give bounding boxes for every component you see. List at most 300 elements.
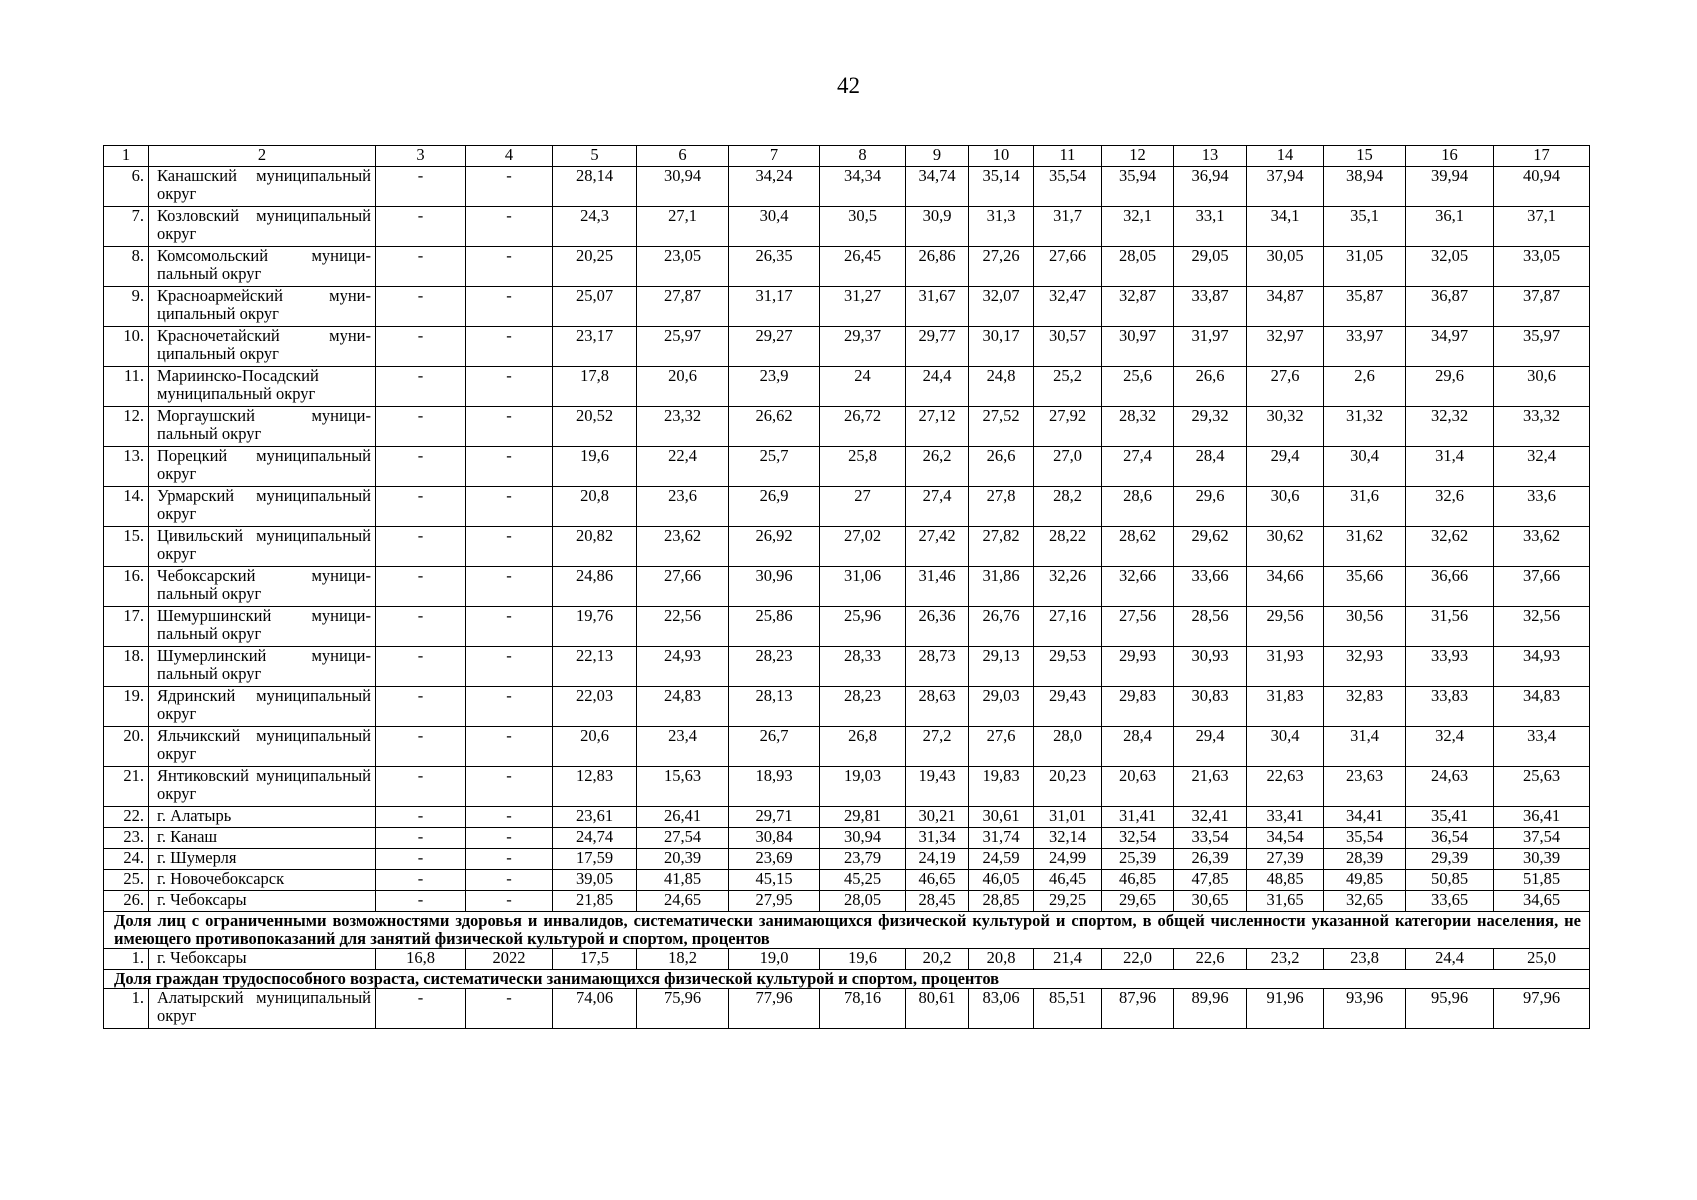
value-cell: 20,23 <box>1034 767 1102 807</box>
value-cell: 22,13 <box>553 647 637 687</box>
row-number: 23. <box>104 828 149 849</box>
value-cell: 32,14 <box>1034 828 1102 849</box>
value-cell: 38,94 <box>1324 167 1406 207</box>
value-cell: 27,39 <box>1247 849 1324 870</box>
value-cell: - <box>376 647 466 687</box>
table-row <box>104 828 1590 849</box>
value-cell: 20,39 <box>637 849 729 870</box>
value-cell: 35,97 <box>1494 327 1590 367</box>
value-cell: 22,4 <box>637 447 729 487</box>
value-cell: - <box>466 767 553 807</box>
value-cell: 28,23 <box>820 687 906 727</box>
value-cell: - <box>466 247 553 287</box>
value-cell: 32,62 <box>1406 527 1494 567</box>
value-cell: 33,05 <box>1494 247 1590 287</box>
value-cell: 31,83 <box>1247 687 1324 727</box>
value-cell: 33,4 <box>1494 727 1590 767</box>
value-cell: 27,26 <box>969 247 1034 287</box>
table-row <box>104 487 1590 527</box>
value-cell: 28,2 <box>1034 487 1102 527</box>
value-cell: 31,46 <box>906 567 969 607</box>
value-cell: 28,23 <box>729 647 820 687</box>
row-number: 18. <box>104 647 149 687</box>
value-cell: 30,4 <box>1324 447 1406 487</box>
value-cell: - <box>376 767 466 807</box>
value-cell: 28,14 <box>553 167 637 207</box>
value-cell: 32,66 <box>1102 567 1174 607</box>
value-cell: 35,94 <box>1102 167 1174 207</box>
value-cell: 33,54 <box>1174 828 1247 849</box>
row-number: 19. <box>104 687 149 727</box>
value-cell: 32,4 <box>1406 727 1494 767</box>
value-cell: - <box>376 487 466 527</box>
value-cell: 20,2 <box>906 949 969 970</box>
value-cell: 21,85 <box>553 891 637 912</box>
value-cell: 32,54 <box>1102 828 1174 849</box>
value-cell: 31,06 <box>820 567 906 607</box>
page-number: 42 <box>837 73 860 98</box>
value-cell: 17,5 <box>553 949 637 970</box>
column-header: 6 <box>637 146 729 167</box>
value-cell: 83,06 <box>969 989 1034 1029</box>
value-cell: 30,56 <box>1324 607 1406 647</box>
value-cell: 27 <box>820 487 906 527</box>
value-cell: 34,24 <box>729 167 820 207</box>
value-cell: 46,05 <box>969 870 1034 891</box>
value-cell: 24,65 <box>637 891 729 912</box>
value-cell: 26,35 <box>729 247 820 287</box>
value-cell: 30,97 <box>1102 327 1174 367</box>
value-cell: 30,4 <box>1247 727 1324 767</box>
value-cell: 36,54 <box>1406 828 1494 849</box>
value-cell: - <box>376 849 466 870</box>
value-cell: 31,93 <box>1247 647 1324 687</box>
value-cell: 34,97 <box>1406 327 1494 367</box>
table-row <box>104 167 1590 207</box>
value-cell: 24,83 <box>637 687 729 727</box>
value-cell: 74,06 <box>553 989 637 1029</box>
value-cell: 26,9 <box>729 487 820 527</box>
value-cell: 29,71 <box>729 807 820 828</box>
value-cell: 33,83 <box>1406 687 1494 727</box>
value-cell: 31,4 <box>1324 727 1406 767</box>
value-cell: 24,8 <box>969 367 1034 407</box>
value-cell: 29,53 <box>1034 647 1102 687</box>
value-cell: 30,05 <box>1247 247 1324 287</box>
value-cell: 20,6 <box>553 727 637 767</box>
value-cell: 30,5 <box>820 207 906 247</box>
value-cell: 21,63 <box>1174 767 1247 807</box>
value-cell: 31,27 <box>820 287 906 327</box>
value-cell: 34,74 <box>906 167 969 207</box>
table-row <box>104 207 1590 247</box>
value-cell: - <box>466 407 553 447</box>
value-cell: 27,02 <box>820 527 906 567</box>
value-cell: 29,05 <box>1174 247 1247 287</box>
value-cell: 19,76 <box>553 607 637 647</box>
value-cell: 23,05 <box>637 247 729 287</box>
value-cell: 21,4 <box>1034 949 1102 970</box>
district-name: Урмарский муниципальный округ <box>149 487 376 527</box>
value-cell: 30,9 <box>906 207 969 247</box>
value-cell: 26,6 <box>969 447 1034 487</box>
value-cell: 18,2 <box>637 949 729 970</box>
row-number: 1. <box>104 949 149 970</box>
value-cell: 20,8 <box>969 949 1034 970</box>
table-row <box>104 727 1590 767</box>
value-cell: 23,6 <box>637 487 729 527</box>
value-cell: 32,87 <box>1102 287 1174 327</box>
value-cell: 23,4 <box>637 727 729 767</box>
value-cell: 24,59 <box>969 849 1034 870</box>
value-cell: 31,67 <box>906 287 969 327</box>
value-cell: - <box>466 828 553 849</box>
value-cell: 25,7 <box>729 447 820 487</box>
value-cell: 27,2 <box>906 727 969 767</box>
row-number: 14. <box>104 487 149 527</box>
value-cell: 19,6 <box>553 447 637 487</box>
value-cell: 29,62 <box>1174 527 1247 567</box>
value-cell: 34,66 <box>1247 567 1324 607</box>
value-cell: 24,63 <box>1406 767 1494 807</box>
value-cell: 35,66 <box>1324 567 1406 607</box>
value-cell: 27,66 <box>637 567 729 607</box>
value-cell: 50,85 <box>1406 870 1494 891</box>
value-cell: 28,39 <box>1324 849 1406 870</box>
value-cell: 31,17 <box>729 287 820 327</box>
value-cell: 27,52 <box>969 407 1034 447</box>
header-row <box>104 146 1590 167</box>
value-cell: 25,97 <box>637 327 729 367</box>
value-cell: 29,43 <box>1034 687 1102 727</box>
value-cell: 27,6 <box>969 727 1034 767</box>
value-cell: 12,83 <box>553 767 637 807</box>
data-table <box>103 145 1590 1029</box>
value-cell: 27,1 <box>637 207 729 247</box>
value-cell: - <box>466 891 553 912</box>
value-cell: 16,8 <box>376 949 466 970</box>
district-name: Комсомольский муниципальный округ <box>149 247 376 287</box>
value-cell: - <box>466 367 553 407</box>
value-cell: 29,77 <box>906 327 969 367</box>
value-cell: 28,63 <box>906 687 969 727</box>
value-cell: 32,47 <box>1034 287 1102 327</box>
value-cell: 32,83 <box>1324 687 1406 727</box>
value-cell: - <box>376 447 466 487</box>
column-header: 10 <box>969 146 1034 167</box>
value-cell: 26,92 <box>729 527 820 567</box>
value-cell: 30,65 <box>1174 891 1247 912</box>
value-cell: 28,0 <box>1034 727 1102 767</box>
value-cell: - <box>466 607 553 647</box>
column-header: 8 <box>820 146 906 167</box>
value-cell: 31,65 <box>1247 891 1324 912</box>
value-cell: 31,34 <box>906 828 969 849</box>
value-cell: 34,1 <box>1247 207 1324 247</box>
table-row <box>104 367 1590 407</box>
value-cell: - <box>466 647 553 687</box>
value-cell: 27,42 <box>906 527 969 567</box>
value-cell: 77,96 <box>729 989 820 1029</box>
row-number: 26. <box>104 891 149 912</box>
value-cell: 27,95 <box>729 891 820 912</box>
value-cell: 20,52 <box>553 407 637 447</box>
row-number: 11. <box>104 367 149 407</box>
value-cell: 25,8 <box>820 447 906 487</box>
table-row <box>104 527 1590 567</box>
value-cell: 32,1 <box>1102 207 1174 247</box>
district-name: Шемуршинский муниципальный округ <box>149 607 376 647</box>
value-cell: - <box>376 327 466 367</box>
value-cell: 40,94 <box>1494 167 1590 207</box>
value-cell: 33,1 <box>1174 207 1247 247</box>
value-cell: - <box>376 989 466 1029</box>
value-cell: 26,72 <box>820 407 906 447</box>
district-name: Чебоксарский муниципальный округ <box>149 567 376 607</box>
table-body <box>104 146 1590 1029</box>
value-cell: 24,86 <box>553 567 637 607</box>
row-number: 24. <box>104 849 149 870</box>
value-cell: 29,65 <box>1102 891 1174 912</box>
value-cell: - <box>466 327 553 367</box>
value-cell: 27,4 <box>906 487 969 527</box>
value-cell: 30,84 <box>729 828 820 849</box>
value-cell: 27,12 <box>906 407 969 447</box>
row-number: 22. <box>104 807 149 828</box>
district-name: Яльчикский муниципальный округ <box>149 727 376 767</box>
value-cell: - <box>376 870 466 891</box>
value-cell: 27,16 <box>1034 607 1102 647</box>
value-cell: 2,6 <box>1324 367 1406 407</box>
table-row <box>104 247 1590 287</box>
value-cell: 29,4 <box>1247 447 1324 487</box>
value-cell: 19,0 <box>729 949 820 970</box>
value-cell: 15,63 <box>637 767 729 807</box>
value-cell: 30,6 <box>1247 487 1324 527</box>
value-cell: 27,92 <box>1034 407 1102 447</box>
district-name: Красночетайский муниципальный округ <box>149 327 376 367</box>
value-cell: 23,69 <box>729 849 820 870</box>
value-cell: 29,13 <box>969 647 1034 687</box>
value-cell: - <box>466 207 553 247</box>
district-name: Козловский муниципальный округ <box>149 207 376 247</box>
value-cell: 49,85 <box>1324 870 1406 891</box>
value-cell: 33,97 <box>1324 327 1406 367</box>
value-cell: 28,13 <box>729 687 820 727</box>
row-number: 1. <box>104 989 149 1029</box>
value-cell: - <box>466 849 553 870</box>
value-cell: 28,56 <box>1174 607 1247 647</box>
value-cell: 46,85 <box>1102 870 1174 891</box>
value-cell: 28,6 <box>1102 487 1174 527</box>
value-cell: 47,85 <box>1174 870 1247 891</box>
section-heading: Доля лиц с ограниченными возможностями здоровья и инвалидов, систематически занимающихся физической культурой и спортом, в общей численности указанной категории населения, не имеющего противопоказаний для занятий физической культурой и спортом, процентов <box>104 912 1590 949</box>
value-cell: 34,87 <box>1247 287 1324 327</box>
value-cell: 30,61 <box>969 807 1034 828</box>
value-cell: 28,45 <box>906 891 969 912</box>
table-row <box>104 567 1590 607</box>
row-number: 10. <box>104 327 149 367</box>
value-cell: 36,41 <box>1494 807 1590 828</box>
value-cell: - <box>376 607 466 647</box>
column-header: 12 <box>1102 146 1174 167</box>
value-cell: 31,05 <box>1324 247 1406 287</box>
value-cell: 31,56 <box>1406 607 1494 647</box>
value-cell: 26,45 <box>820 247 906 287</box>
value-cell: 26,6 <box>1174 367 1247 407</box>
table-row <box>104 807 1590 828</box>
value-cell: 17,8 <box>553 367 637 407</box>
column-header: 16 <box>1406 146 1494 167</box>
value-cell: - <box>376 567 466 607</box>
district-name: Моргаушский муниципальный округ <box>149 407 376 447</box>
value-cell: 23,79 <box>820 849 906 870</box>
value-cell: 29,81 <box>820 807 906 828</box>
value-cell: 28,85 <box>969 891 1034 912</box>
value-cell: 23,9 <box>729 367 820 407</box>
value-cell: 33,93 <box>1406 647 1494 687</box>
value-cell: 36,87 <box>1406 287 1494 327</box>
value-cell: 31,97 <box>1174 327 1247 367</box>
row-number: 9. <box>104 287 149 327</box>
value-cell: 26,76 <box>969 607 1034 647</box>
value-cell: 20,82 <box>553 527 637 567</box>
section-heading-row <box>104 970 1590 989</box>
column-header: 13 <box>1174 146 1247 167</box>
value-cell: - <box>466 167 553 207</box>
value-cell: 34,41 <box>1324 807 1406 828</box>
value-cell: 32,26 <box>1034 567 1102 607</box>
value-cell: 33,32 <box>1494 407 1590 447</box>
value-cell: 32,32 <box>1406 407 1494 447</box>
value-cell: 22,63 <box>1247 767 1324 807</box>
value-cell: 27,8 <box>969 487 1034 527</box>
table-row <box>104 447 1590 487</box>
column-header: 3 <box>376 146 466 167</box>
value-cell: 19,6 <box>820 949 906 970</box>
value-cell: 24,93 <box>637 647 729 687</box>
value-cell: 28,73 <box>906 647 969 687</box>
value-cell: 32,93 <box>1324 647 1406 687</box>
table-row <box>104 767 1590 807</box>
value-cell: 39,94 <box>1406 167 1494 207</box>
table-row <box>104 647 1590 687</box>
value-cell: 31,86 <box>969 567 1034 607</box>
table-row <box>104 287 1590 327</box>
value-cell: 85,51 <box>1034 989 1102 1029</box>
value-cell: 97,96 <box>1494 989 1590 1029</box>
value-cell: 31,7 <box>1034 207 1102 247</box>
value-cell: 28,22 <box>1034 527 1102 567</box>
value-cell: 32,07 <box>969 287 1034 327</box>
value-cell: 32,41 <box>1174 807 1247 828</box>
table-row <box>104 949 1590 970</box>
value-cell: 87,96 <box>1102 989 1174 1029</box>
value-cell: 33,41 <box>1247 807 1324 828</box>
value-cell: 37,1 <box>1494 207 1590 247</box>
value-cell: 31,74 <box>969 828 1034 849</box>
value-cell: 33,6 <box>1494 487 1590 527</box>
value-cell: 25,63 <box>1494 767 1590 807</box>
row-number: 12. <box>104 407 149 447</box>
table-row <box>104 687 1590 727</box>
value-cell: - <box>466 727 553 767</box>
value-cell: 27,82 <box>969 527 1034 567</box>
value-cell: 41,85 <box>637 870 729 891</box>
row-number: 7. <box>104 207 149 247</box>
value-cell: 37,94 <box>1247 167 1324 207</box>
value-cell: 29,56 <box>1247 607 1324 647</box>
value-cell: 31,6 <box>1324 487 1406 527</box>
value-cell: 29,39 <box>1406 849 1494 870</box>
column-header: 17 <box>1494 146 1590 167</box>
value-cell: 35,87 <box>1324 287 1406 327</box>
value-cell: 24,3 <box>553 207 637 247</box>
value-cell: 91,96 <box>1247 989 1324 1029</box>
value-cell: 28,33 <box>820 647 906 687</box>
row-number: 25. <box>104 870 149 891</box>
value-cell: 20,63 <box>1102 767 1174 807</box>
value-cell: 37,87 <box>1494 287 1590 327</box>
value-cell: 28,4 <box>1174 447 1247 487</box>
value-cell: 25,6 <box>1102 367 1174 407</box>
value-cell: 17,59 <box>553 849 637 870</box>
value-cell: 32,56 <box>1494 607 1590 647</box>
value-cell: 34,54 <box>1247 828 1324 849</box>
value-cell: 27,56 <box>1102 607 1174 647</box>
value-cell: 30,4 <box>729 207 820 247</box>
value-cell: 29,4 <box>1174 727 1247 767</box>
value-cell: 29,37 <box>820 327 906 367</box>
district-name: Ядринский муниципальный округ <box>149 687 376 727</box>
value-cell: 29,27 <box>729 327 820 367</box>
table-row <box>104 849 1590 870</box>
value-cell: 27,54 <box>637 828 729 849</box>
district-name: г. Новочебоксарск <box>149 870 376 891</box>
value-cell: 22,0 <box>1102 949 1174 970</box>
value-cell: 30,17 <box>969 327 1034 367</box>
value-cell: 37,54 <box>1494 828 1590 849</box>
value-cell: 26,86 <box>906 247 969 287</box>
value-cell: 28,05 <box>820 891 906 912</box>
value-cell: 32,97 <box>1247 327 1324 367</box>
value-cell: 31,4 <box>1406 447 1494 487</box>
value-cell: - <box>466 870 553 891</box>
value-cell: 22,03 <box>553 687 637 727</box>
value-cell: 29,25 <box>1034 891 1102 912</box>
value-cell: - <box>376 287 466 327</box>
value-cell: - <box>376 167 466 207</box>
value-cell: 2022 <box>466 949 553 970</box>
value-cell: 29,6 <box>1174 487 1247 527</box>
value-cell: 30,94 <box>637 167 729 207</box>
value-cell: 22,56 <box>637 607 729 647</box>
value-cell: 20,8 <box>553 487 637 527</box>
value-cell: 48,85 <box>1247 870 1324 891</box>
value-cell: 24,4 <box>906 367 969 407</box>
column-header: 9 <box>906 146 969 167</box>
table-row <box>104 891 1590 912</box>
value-cell: 25,07 <box>553 287 637 327</box>
value-cell: 30,39 <box>1494 849 1590 870</box>
value-cell: 20,25 <box>553 247 637 287</box>
value-cell: 29,03 <box>969 687 1034 727</box>
value-cell: 25,0 <box>1494 949 1590 970</box>
value-cell: 75,96 <box>637 989 729 1029</box>
table-row <box>104 607 1590 647</box>
value-cell: 36,66 <box>1406 567 1494 607</box>
value-cell: 31,41 <box>1102 807 1174 828</box>
